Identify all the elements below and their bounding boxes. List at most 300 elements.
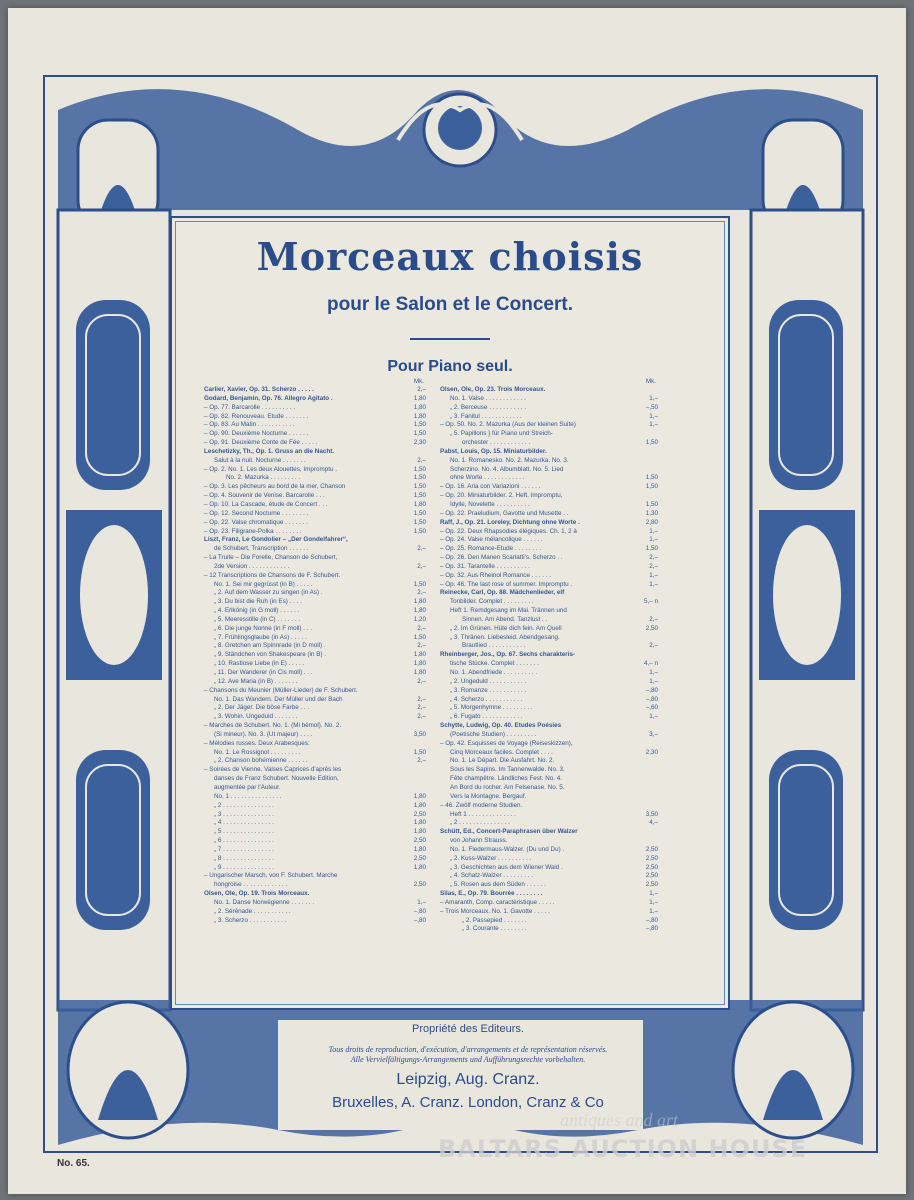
entry-title: „ 12. Ave Maria (in B) . . . . . . . — [214, 677, 298, 685]
catalog-entry — [440, 899, 658, 908]
entry-price — [636, 457, 658, 466]
entry-title: – Op. 26. Den Manen Scarlatti's. Scherzo . . — [440, 554, 563, 562]
catalog-entry — [440, 457, 658, 466]
entry-title: „ 4. Erlkönig (in G moll) . . . . . . — [214, 607, 300, 615]
entry-title: Rheinberger, Jos., Op. 67. Sechs charakteris- — [440, 651, 576, 659]
watermark-tagline: antiques and art — [560, 1110, 679, 1130]
entry-price: 2,– — [417, 713, 426, 721]
watermark-brand: BALTARS AUCTION HOUSE — [438, 1135, 808, 1163]
entry-title: Schütt, Ed., Concert-Paraphrasen über Walzer — [440, 828, 578, 836]
entry-title: „ 2. Passepied . . . . . . . — [462, 916, 527, 924]
entry-price: 1,– — [649, 713, 658, 721]
entry-price — [404, 740, 426, 749]
entry-price: 2,– — [649, 562, 658, 570]
entry-price: 1,80 — [413, 660, 426, 668]
catalog-entry — [204, 642, 426, 651]
entry-price: 1,50 — [413, 474, 426, 482]
entry-title: – Op. 77. Barcarolle . . . . . . . . . . — [204, 403, 295, 411]
entry-title: An Bord du rocher. Am Felsenase. No. 5. — [450, 783, 565, 791]
catalog-entry — [204, 501, 426, 510]
entry-price: 2,30 — [413, 439, 426, 447]
entry-price — [636, 492, 658, 501]
entry-price: –,80 — [413, 907, 426, 915]
entry-price: –,80 — [645, 695, 658, 703]
entry-price — [636, 634, 658, 643]
entry-title: „ 3. Scherzo . . . . . . . . . . . — [214, 916, 287, 924]
catalog-entry — [440, 642, 658, 651]
entry-price: 2,50 — [645, 872, 658, 880]
entry-price: 1,80 — [413, 819, 426, 827]
catalog-entry — [440, 421, 658, 430]
catalog-entry — [204, 421, 426, 430]
entry-title: Raff, J., Op. 21. Loreley, Dichtung ohne Worte . — [440, 518, 580, 526]
catalog-entry — [440, 439, 658, 448]
entry-title: – Op. 23. Filigrane-Polka . . . . . . . . — [204, 527, 302, 535]
entry-price: 1,50 — [645, 474, 658, 482]
entry-title: – Op. 24. Valse mélancolique . . . . . . — [440, 536, 543, 544]
entry-price: 1,80 — [413, 669, 426, 676]
catalog-entry — [440, 713, 658, 722]
entry-price — [404, 890, 426, 899]
entry-title: „ 5. Papillons } für Piano und Streich- — [450, 430, 553, 438]
entry-price: 1,50 — [413, 483, 426, 491]
entry-price: 5,– n — [643, 598, 658, 606]
entry-price: 1,80 — [413, 792, 426, 800]
catalog-entry — [440, 678, 658, 687]
entry-title: No. 1. Danse Norwégienne . . . . . . . — [214, 898, 315, 906]
catalog-entry — [204, 625, 426, 634]
entry-title: „ 2. Kuss-Walzer . . . . . . . . . . — [450, 854, 532, 862]
entry-price: 1,50 — [413, 430, 426, 438]
entry-title: „ 9. Ständchen von Shakespeare (in B) . — [214, 651, 327, 659]
entry-title: „ 2 . . . . . . . . . . . . . . . — [450, 819, 510, 827]
publisher-main: Leipzig, Aug. Cranz. — [396, 1071, 540, 1088]
catalog-entry — [204, 749, 426, 758]
catalog-entry — [204, 811, 426, 820]
entry-title: „ 3. Du bist die Ruh (in Es) . . . . — [214, 598, 302, 606]
entry-price: 3,– — [649, 730, 658, 738]
page-title: Morceaux choisis — [256, 234, 644, 279]
entry-price: 1,– — [649, 421, 658, 429]
entry-title: „ 6. Fugato . . . . . . . . . . . . — [450, 713, 523, 721]
catalog-entry — [440, 528, 658, 537]
catalog-entry — [440, 545, 658, 554]
entry-price: 1,80 — [413, 845, 426, 853]
catalog-entry — [440, 757, 658, 766]
entry-title: Godard, Benjamin, Op. 76. Allegro Agitato . — [204, 394, 333, 402]
entry-price — [636, 775, 658, 784]
catalog-entry — [440, 925, 658, 934]
entry-title: – Mélodies russes. Deux Arabesques: — [204, 739, 310, 747]
catalog-entry — [440, 404, 658, 413]
catalog-entry — [204, 846, 426, 855]
entry-title: Olsen, Ole, Op. 23. Trois Morceaux. — [440, 386, 546, 393]
entry-price — [636, 740, 658, 749]
entry-title: – Op. 82. Renouveau. Etude . . . . . . . — [204, 412, 309, 420]
entry-price — [636, 793, 658, 802]
entry-title: – Op. 83. Au Matin . . . . . . . . . . . — [204, 421, 295, 429]
catalog-entry — [204, 563, 426, 572]
catalog-entry — [440, 448, 658, 457]
entry-price: 1,80 — [413, 863, 426, 871]
entry-title: „ 2. Der Jäger. Die böse Farbe . . . — [214, 704, 310, 712]
catalog-entry — [204, 536, 426, 545]
entry-price: 2,50 — [413, 810, 426, 818]
entry-title: – Ungarischer Marsch, von F. Schubert. Marche — [204, 872, 338, 880]
entry-price: 1,– — [417, 898, 426, 906]
entry-price: 1,80 — [413, 412, 426, 420]
entry-price: 2,50 — [645, 854, 658, 862]
entry-title: „ 2. Chanson bohémienne . . . . . . — [214, 757, 308, 765]
entry-title: – Op. 22. Praeludium, Gavotte und Musette . . — [440, 509, 569, 517]
entry-title: „ 11. Der Wanderer (in Cis moll) . . . — [214, 669, 313, 676]
entry-title: augmentée par l'Auteur. — [214, 783, 281, 791]
entry-title: „ 3. Thränen. Liebesleid. Abendgesang. — [450, 633, 560, 641]
catalog-entry — [204, 457, 426, 466]
entry-title: Sous les Sapins. Im Tannenwalde. No. 3. — [450, 766, 565, 774]
entry-title: Tonbilder. Complet . . . . . . . . . — [450, 598, 534, 606]
entry-price: 2,– — [417, 624, 426, 632]
entry-price: 1,– — [649, 527, 658, 535]
entry-price: 2,– — [417, 677, 426, 685]
catalog-entry — [204, 819, 426, 828]
entry-price: 1,– — [649, 669, 658, 676]
entry-price: 2,– — [417, 456, 426, 464]
entry-title: „ 6 . . . . . . . . . . . . . . . — [214, 837, 274, 845]
entry-title: – Marches de Schubert. No. 1. (Mi bémol). No. 2. — [204, 722, 342, 730]
catalog-entry — [204, 589, 426, 598]
entry-title: Leschetizky, Th., Op. 1. Gruss an die Nacht. — [204, 447, 335, 455]
catalog-entry — [440, 510, 658, 519]
entry-title: No. 1. Le Rossignol . . . . . . . . . — [214, 748, 301, 756]
entry-price: 2,– — [417, 642, 426, 650]
catalog-entry — [440, 819, 658, 828]
catalog-entry — [440, 696, 658, 705]
entry-price — [636, 651, 658, 660]
catalog-entry — [440, 687, 658, 696]
entry-price — [636, 466, 658, 475]
entry-title: „ 2. Im Grünen. Hüte dich fein. Am Quell — [450, 624, 562, 632]
entry-title: No. 2. Mazurka . . . . . . . . . — [226, 474, 301, 482]
entry-title: „ 5. Rosen aus dem Süden . . . . . . — [450, 881, 546, 889]
entry-title: „ 5 . . . . . . . . . . . . . . . — [214, 828, 274, 836]
catalog-entry — [440, 731, 658, 740]
sheet-music-cover — [8, 8, 906, 1194]
entry-title: No. 1 . . . . . . . . . . . . . . . — [214, 792, 282, 800]
entry-title: Heft 1. Remdgesang im Mai. Trännen und — [450, 607, 567, 615]
catalog-entry — [440, 775, 658, 784]
entry-title: Brautlied . . . . . . . . . . . — [462, 642, 526, 650]
subtitle: pour le Salon et le Concert. — [327, 294, 573, 315]
entry-title: „ 7 . . . . . . . . . . . . . . . — [214, 845, 274, 853]
entry-price: 1,– — [649, 580, 658, 588]
divider — [410, 338, 490, 340]
catalog-entry — [440, 616, 658, 625]
entry-title: „ 3 . . . . . . . . . . . . . . . — [214, 810, 274, 818]
entry-title: Schytte, Ludwig, Op. 40. Etudes Poésies — [440, 722, 562, 730]
catalog-entry — [204, 917, 426, 926]
entry-title: Silas, E., Op. 79. Bourrée . . . . . . . . — [440, 890, 543, 898]
entry-title: „ 3. Courante . . . . . . . . — [462, 925, 527, 933]
entry-price: 2,– — [649, 615, 658, 623]
entry-price — [636, 802, 658, 811]
entry-title: – Op. 42. Esquisses de Voyage (Reiseskizzen), — [440, 739, 573, 747]
catalog-entry — [440, 802, 658, 811]
catalog-entry — [440, 634, 658, 643]
price-unit-label: Mk. — [645, 378, 656, 385]
catalog-entry — [204, 731, 426, 740]
entry-price: 4,– n — [643, 660, 658, 668]
catalog-entry — [204, 528, 426, 537]
catalog-entry — [440, 651, 658, 660]
catalog-entry — [204, 855, 426, 864]
entry-title: – La Truite – Die Forelle, Chanson de Schubert, — [204, 554, 338, 562]
entry-title: Salut à la nuit. Nocturne . . . . . . . — [214, 456, 306, 464]
entry-price: 1,– — [649, 394, 658, 402]
entry-price — [636, 589, 658, 598]
entry-price — [636, 607, 658, 616]
entry-price: 1,80 — [413, 403, 426, 411]
entry-price: 1,80 — [413, 607, 426, 615]
entry-price: 2,– — [417, 704, 426, 712]
entry-title: „ 6. Die junge Nonne (in F moll) . . . — [214, 624, 312, 632]
entry-price: 1,– — [649, 536, 658, 544]
title-panel — [170, 216, 730, 1010]
entry-price: 1,80 — [413, 598, 426, 606]
entry-title: – Op. 22. Deux Rhapsodies élégiques. Ch. 1, 2 à — [440, 527, 577, 535]
catalog-entry — [204, 687, 426, 696]
catalog-entry — [204, 660, 426, 669]
catalog-right-column — [440, 378, 658, 934]
entry-price: 4,– — [649, 819, 658, 827]
entry-price: 1,– — [649, 898, 658, 906]
entry-price: 2,50 — [645, 863, 658, 871]
catalog-entry — [204, 483, 426, 492]
catalog-entry — [204, 828, 426, 837]
entry-title: – Soirées de Vienne. Valses Caprices d'après les — [204, 766, 342, 774]
entry-title: No. 1. Abendfriede . . . . . . . . . . — [450, 669, 538, 676]
entry-price: –,80 — [645, 686, 658, 694]
entry-title: – Op. 91. Deuxième Conte de Fée . . . . . — [204, 439, 318, 447]
catalog-entry — [204, 395, 426, 404]
publisher-property: Propriété des Editeurs. — [412, 1023, 524, 1035]
entry-price — [636, 828, 658, 837]
entry-title: „ 2. Sérénade . . . . . . . . . . . — [214, 907, 291, 915]
catalog-entry — [204, 519, 426, 528]
entry-price: 1,20 — [413, 615, 426, 623]
catalog-entry — [440, 492, 658, 501]
catalog-entry — [440, 908, 658, 917]
entry-title: tische Stücke. Complet . . . . . . . — [450, 660, 539, 668]
entry-price — [404, 536, 426, 545]
entry-title: Idylle, Novelette . . . . . . . . . . — [450, 500, 530, 508]
entry-price — [636, 448, 658, 457]
catalog-entry — [440, 598, 658, 607]
entry-title: orchester . . . . . . . . . . . . — [462, 439, 531, 447]
entry-price: –,60 — [645, 704, 658, 712]
catalog-entry — [440, 811, 658, 820]
entry-price: 1,30 — [645, 509, 658, 517]
entry-price: 1,50 — [413, 465, 426, 473]
entry-price: –,80 — [413, 916, 426, 924]
catalog-entry — [204, 492, 426, 501]
catalog-entry — [440, 793, 658, 802]
catalog-entry — [440, 890, 658, 899]
entry-title: hongroise . . . . . . . . . . . . . — [214, 881, 288, 889]
catalog-entry — [440, 563, 658, 572]
entry-price: 1,50 — [645, 545, 658, 553]
catalog-entry — [204, 881, 426, 890]
catalog-entry — [204, 581, 426, 590]
entry-price: 1,– — [649, 571, 658, 579]
entry-title: „ 2. Berceuse . . . . . . . . . . . — [450, 403, 526, 411]
rights-german: Alle Vervielfältigungs-Arrangements und Aufführungsrechte vorbehalten. — [350, 1055, 586, 1064]
entry-title: „ 4 . . . . . . . . . . . . . . . — [214, 819, 274, 827]
catalog-entry — [204, 554, 426, 563]
entry-price — [404, 784, 426, 793]
entry-title: „ 2. Auf dem Wasser zu singen (in As) . — [214, 589, 323, 597]
entry-title: „ 9 . . . . . . . . . . . . . . . — [214, 863, 274, 871]
entry-title: Scherzino. No. 4. Albumblatt. No. 5. Lied — [450, 465, 564, 473]
entry-price: 1,50 — [645, 500, 658, 508]
entry-price: 2,50 — [645, 845, 658, 853]
entry-price — [404, 687, 426, 696]
entry-title: Pabst, Louis, Op. 15. Miniaturbilder. — [440, 447, 547, 455]
entry-title: Reinecke, Carl, Op. 88. Mädchenlieder, elf — [440, 589, 565, 597]
publisher-branches: Bruxelles, A. Cranz. London, Cranz & Co — [332, 1094, 604, 1111]
entry-title: – Op. 4. Souvenir de Venise. Barcarolle . . . — [204, 492, 325, 500]
entry-price — [404, 572, 426, 581]
entry-title: von Johann Strauss. — [450, 837, 508, 845]
catalog-entry — [204, 413, 426, 422]
entry-title: „ 5. Meeresstille (in C) . . . . . . . — [214, 615, 301, 623]
catalog-entry — [440, 722, 658, 731]
entry-price: 2,– — [417, 545, 426, 553]
entry-price: 1,50 — [645, 439, 658, 447]
entry-title: „ 4. Scherzo . . . . . . . . . . . — [450, 695, 523, 703]
entry-title: No. 1. Romanesko. No. 2. Mazurka. No. 3. — [450, 456, 569, 464]
entry-title: „ 4. Schatz-Walzer . . . . . . . . . — [450, 872, 534, 880]
entry-title: „ 8. Gretchen am Spinnrade (in D moll) . — [214, 642, 326, 650]
catalog-entry — [204, 837, 426, 846]
entry-title: No. 1. Le Départ. Die Ausfahrt. No. 2. — [450, 757, 555, 765]
catalog-entry — [440, 704, 658, 713]
entry-price — [404, 872, 426, 881]
entry-title: No. 1. Valse . . . . . . . . . . . . — [450, 394, 526, 402]
entry-price: 2,– — [417, 695, 426, 703]
catalog-entry — [204, 802, 426, 811]
entry-title: „ 8 . . . . . . . . . . . . . . . — [214, 854, 274, 862]
catalog-entry — [440, 607, 658, 616]
entry-title: Cinq Morceaux faciles. Complet . . . . — [450, 748, 553, 756]
catalog-entry — [204, 386, 426, 395]
entry-price — [404, 554, 426, 563]
catalog-entry — [204, 793, 426, 802]
entry-price: 1,80 — [413, 801, 426, 809]
entry-title: – Amaranth, Comp. caractéristique . . . . . — [440, 898, 555, 906]
catalog-entry — [440, 660, 658, 669]
catalog-entry — [204, 404, 426, 413]
catalog-entry — [204, 696, 426, 705]
entry-price: 2,– — [417, 562, 426, 570]
entry-title: – Op. 16. Aria con Variazioni . . . . . . — [440, 483, 541, 491]
entry-price: 1,80 — [413, 651, 426, 659]
entry-price — [636, 386, 658, 395]
entry-title: „ 2 . . . . . . . . . . . . . . . — [214, 801, 274, 809]
entry-title: – Op. 32. Aus Rheinol Romance . . . . . . — [440, 571, 551, 579]
entry-title: – Op. 2. No. 1. Les deux Alouettes, Impromptu . — [204, 465, 338, 473]
entry-price: 1,80 — [413, 500, 426, 508]
entry-price: –,80 — [645, 916, 658, 924]
entry-price: 2,50 — [645, 881, 658, 889]
catalog-entry — [440, 828, 658, 837]
entry-price — [404, 766, 426, 775]
catalog-entry — [204, 448, 426, 457]
catalog-entry — [440, 581, 658, 590]
entry-price: 1,50 — [413, 748, 426, 756]
entry-title: – 46. Zwölf moderne Studien. — [440, 801, 523, 809]
entry-price: 1,– — [649, 890, 658, 898]
catalog-entry — [204, 651, 426, 660]
entry-title: „ 2. Ungeduld . . . . . . . . . . . — [450, 677, 527, 685]
catalog-entry — [440, 837, 658, 846]
catalog-left-column — [204, 378, 426, 925]
entry-title: Sinnen. Am Abend. Tanzlust . . — [462, 615, 548, 623]
entry-price — [636, 430, 658, 439]
entry-title: – Op. 31. Tarantelle . . . . . . . . . . — [440, 562, 530, 570]
entry-title: – Chansons du Meunier (Müller-Lieder) de F. Schubert. — [204, 686, 358, 694]
entry-price: 1,– — [649, 412, 658, 420]
catalog-entry — [204, 616, 426, 625]
entry-title: Fête champêtre. Ländliches Fest. No. 4. — [450, 775, 563, 783]
entry-price: 2,– — [649, 642, 658, 650]
entry-price — [636, 722, 658, 731]
entry-title: – Op. 50. No. 2. Mazurka (Aus der kleinen Suite) — [440, 421, 576, 429]
rights-notice — [298, 1045, 638, 1065]
catalog-entry — [204, 872, 426, 881]
catalog-entry — [440, 536, 658, 545]
entry-title: Vers la Montagne. Bergauf. — [450, 792, 527, 800]
rights-french: Tous droits de reproduction, d'exécution, d'arrangements et de représentation réservés. — [328, 1045, 608, 1054]
entry-title: – Op. 25. Romance-Etude . . . . . . . . — [440, 545, 542, 553]
catalog-entry — [204, 607, 426, 616]
catalog-entry — [204, 784, 426, 793]
entry-title: – Trois Morceaux. No. 1. Gavotte . . . . . — [440, 907, 550, 915]
catalog-entry — [204, 572, 426, 581]
catalog-entry — [440, 483, 658, 492]
catalog-entry — [440, 766, 658, 775]
catalog-entry — [440, 784, 658, 793]
entry-title: „ 3. Geschichten aus dem Wiener Wald . — [450, 863, 563, 871]
catalog-entry — [204, 766, 426, 775]
entry-price: –,50 — [645, 403, 658, 411]
entry-title: de Schubert, Transcription . . . . . . — [214, 545, 309, 553]
entry-title: – Op. 12. Second Nocturne . . . . . . . . — [204, 509, 309, 517]
entry-price: 1,50 — [413, 518, 426, 526]
section-heading: Pour Piano seul. — [387, 358, 513, 375]
entry-price: 1,80 — [413, 828, 426, 836]
entry-price: –,80 — [645, 925, 658, 933]
catalog-entry — [440, 395, 658, 404]
entry-price: 2,– — [417, 757, 426, 765]
catalog-entry — [440, 386, 658, 395]
entry-price: 2,50 — [645, 624, 658, 632]
catalog-entry — [440, 864, 658, 873]
catalog-entry — [204, 634, 426, 643]
entry-title: Liszt, Franz, Le Gondolier – „Der Gondelfahrer“, — [204, 536, 348, 544]
catalog-entry — [204, 474, 426, 483]
entry-title: – Op. 90. Deuxième Nocturne . . . . . . — [204, 430, 309, 438]
